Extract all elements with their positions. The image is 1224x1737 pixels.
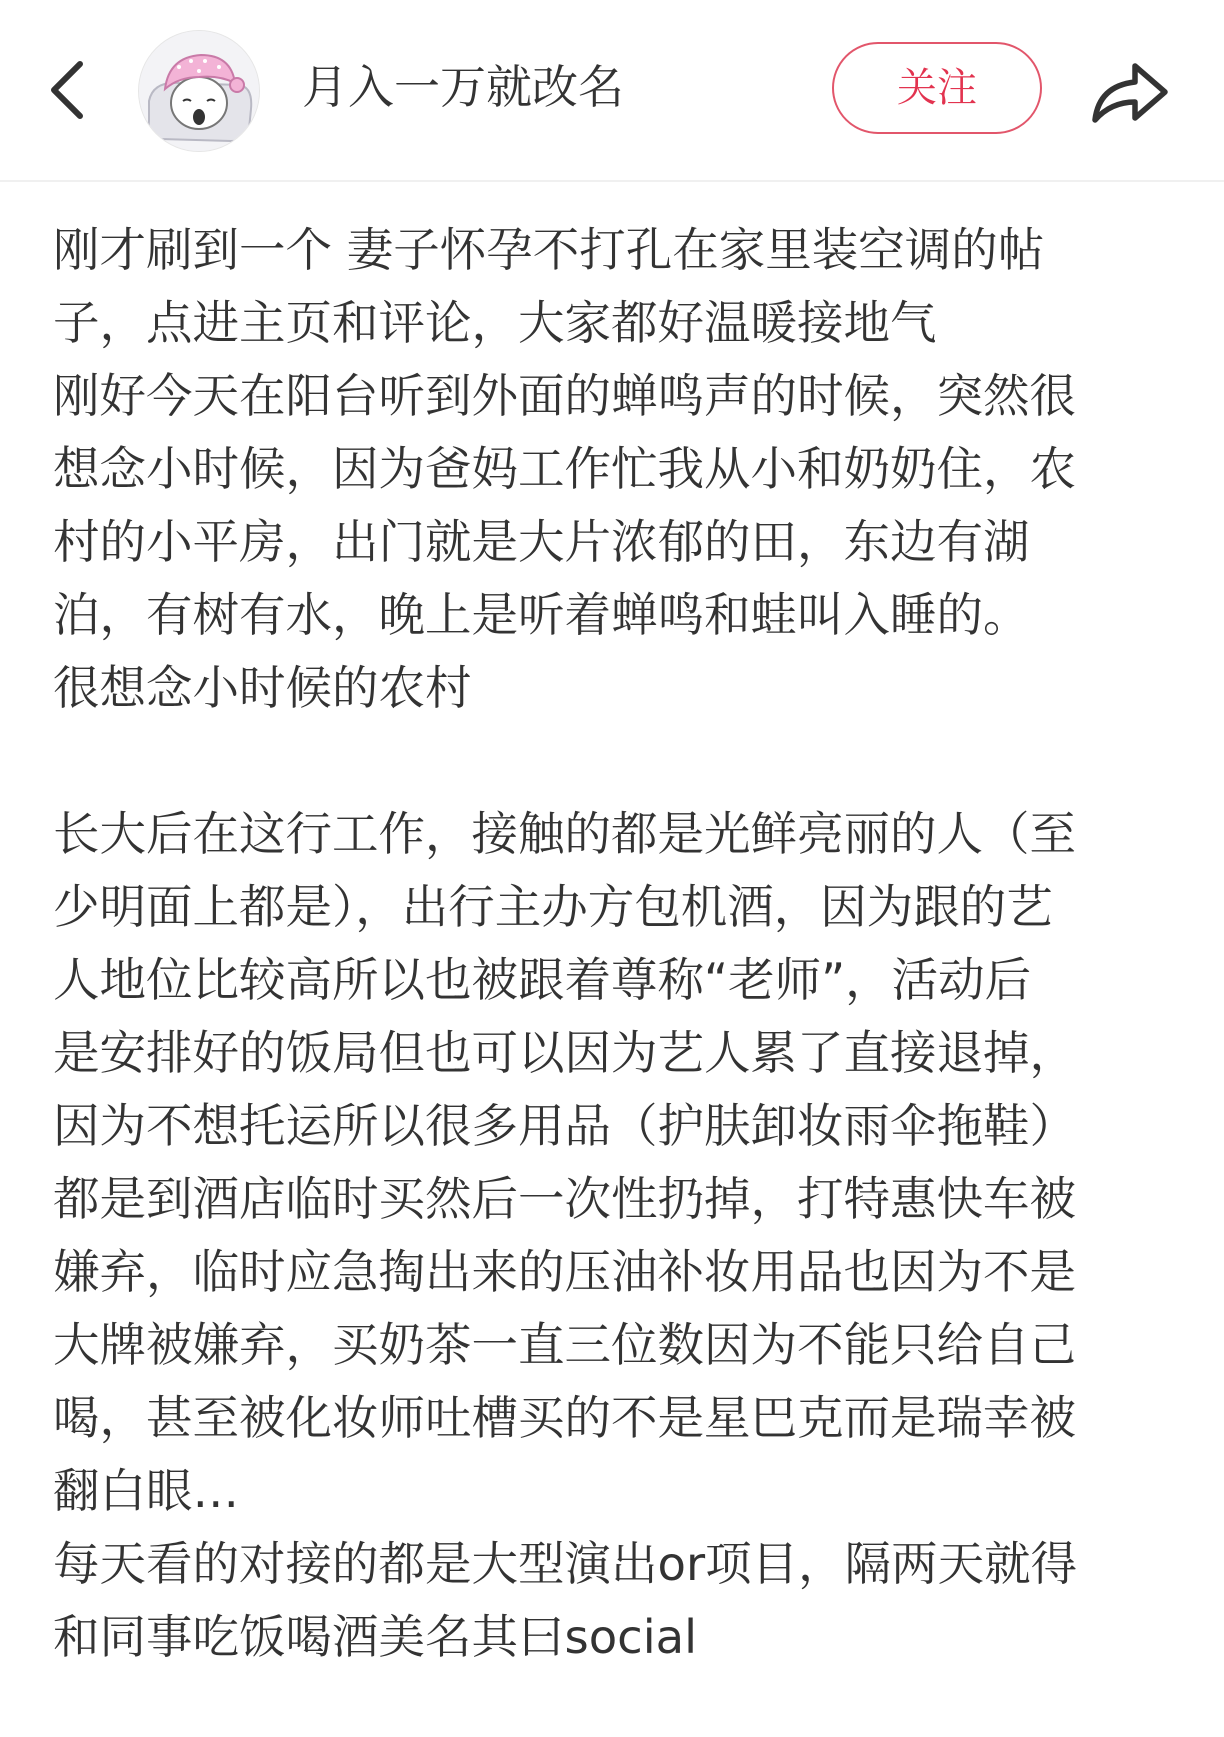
share-arrow-icon xyxy=(1085,46,1175,136)
top-bar xyxy=(0,0,1224,182)
post-line: 长大后在这行工作，接触的都是光鲜亮丽的人（至 xyxy=(53,807,1076,861)
post-line: 每天看的对接的都是大型演出or项目，隔两天就得 xyxy=(53,1537,1078,1591)
post-line: 大牌被嫌弃，买奶茶一直三位数因为不能只给自己 xyxy=(53,1318,1076,1372)
post-line: 是安排好的饭局但也可以因为艺人累了直接退掉， xyxy=(53,1026,1076,1080)
post-line: 刚才刷到一个 妻子怀孕不打孔在家里装空调的帖 xyxy=(53,223,1045,277)
post-line: 人地位比较高所以也被跟着尊称“老师”，活动后 xyxy=(53,953,1032,1007)
avatar-illustration xyxy=(139,31,260,152)
username[interactable]: 月入一万就改名 xyxy=(302,60,624,114)
post-line: 少明面上都是），出行主办方包机酒，因为跟的艺 xyxy=(53,880,1053,934)
post-line: 喝，甚至被化妆师吐槽买的不是星巴克而是瑞幸被 xyxy=(53,1391,1076,1445)
share-button[interactable] xyxy=(1085,46,1175,136)
post-line: 子，点进主页和评论，大家都好温暖接地气 xyxy=(53,296,937,350)
paragraph-gap xyxy=(53,725,1183,798)
post-line: 和同事吃饭喝酒美名其曰social xyxy=(53,1610,698,1664)
post-line: 很想念小时候的农村 xyxy=(53,661,472,715)
post-line: 翻白眼… xyxy=(53,1464,239,1518)
post-body xyxy=(53,214,1183,1674)
post-line: 村的小平房，出门就是大片浓郁的田，东边有湖 xyxy=(53,515,1030,569)
post-line: 嫌弃，临时应急掏出来的压油补妆用品也因为不是 xyxy=(53,1245,1076,1299)
back-button[interactable] xyxy=(40,50,100,130)
post-line: 都是到酒店临时买然后一次性扔掉，打特惠快车被 xyxy=(53,1172,1076,1226)
post-line: 刚好今天在阳台听到外面的蝉鸣声的时候，突然很 xyxy=(53,369,1076,423)
post-line: 因为不想托运所以很多用品（护肤卸妆雨伞拖鞋） xyxy=(53,1099,1076,1153)
chevron-left-icon xyxy=(40,50,100,130)
post-line: 泊，有树有水，晚上是听着蝉鸣和蛙叫入睡的。 xyxy=(53,588,1030,642)
avatar[interactable] xyxy=(138,30,260,152)
post-line: 想念小时候，因为爸妈工作忙我从小和奶奶住，农 xyxy=(53,442,1076,496)
follow-button[interactable]: 关注 xyxy=(832,42,1042,134)
